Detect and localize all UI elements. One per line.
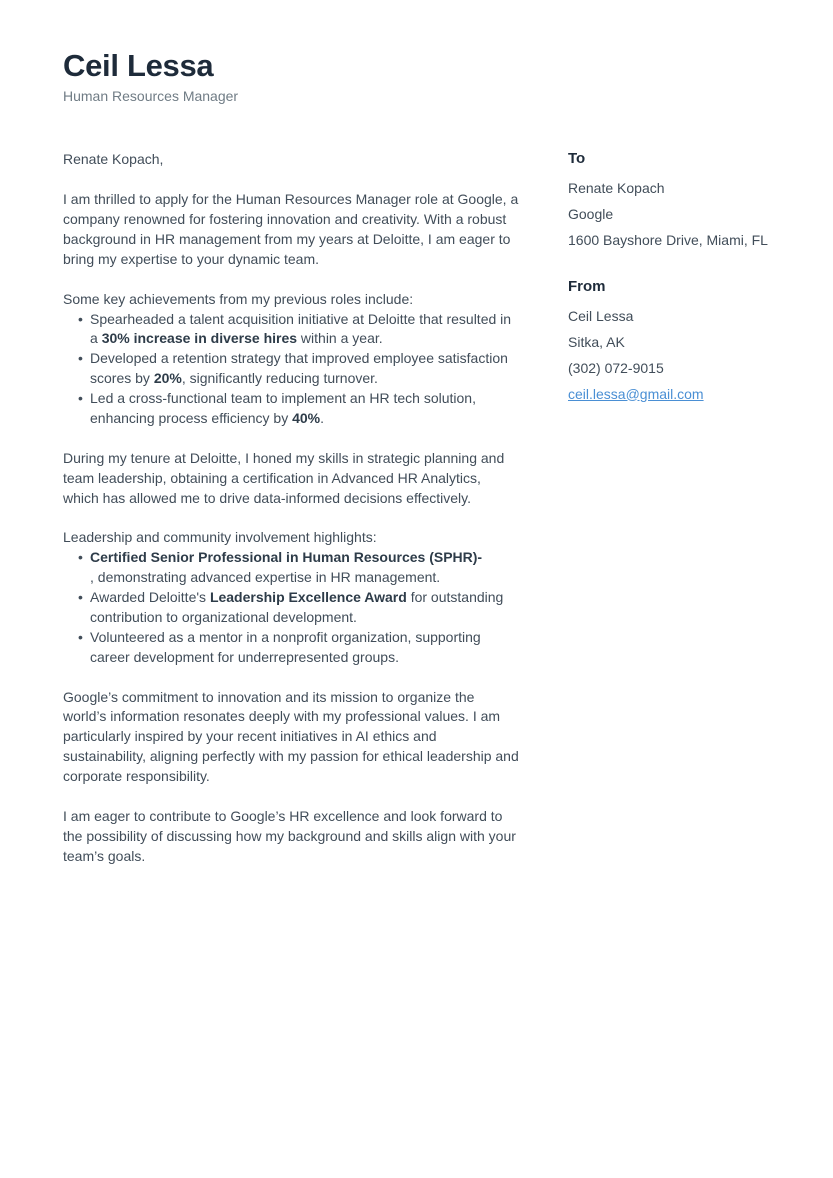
letter-bullet-item: [78, 349, 519, 389]
recipient-heading: To: [568, 150, 586, 168]
page-title: Ceil Lessa: [63, 48, 214, 83]
letter-text: Led a cross-functional team to implement an HR tech solution, enhancing process efficiency by: [90, 390, 476, 426]
letter-text-bold: Leadership Excellence Award: [209, 589, 407, 606]
content-columns: [63, 150, 770, 886]
letter-paragraph: [63, 290, 519, 310]
letter-text: During my tenure at Deloitte, I honed my skills in strategic planning and team leadership, obtaining a certification in Advanced HR Analytics, which has allowed me to drive data-informed decisions effectively.: [63, 449, 505, 506]
recipient-address: 1600 Bayshore Drive, Miami, FL: [568, 232, 768, 249]
letter-paragraph: [63, 449, 519, 509]
sender-phone: (302) 072-9015: [568, 359, 664, 376]
letter-text: , significantly reducing turnover.: [181, 370, 378, 387]
recipient-name: Renate Kopach: [568, 180, 665, 197]
job-title: Human Resources Manager: [63, 88, 239, 105]
doc-header: [63, 49, 770, 105]
letter-paragraph: [63, 190, 519, 270]
letter-text: Renate Kopach,: [63, 151, 164, 168]
letter-text-bold: 20%: [153, 370, 182, 387]
sender-email-link[interactable]: ceil.lessa@gmail.com: [568, 385, 704, 402]
letter-paragraph: [63, 688, 519, 787]
letter-text: .: [320, 409, 325, 426]
letter-paragraph: [63, 528, 519, 548]
letter-text: within a year.: [297, 330, 383, 347]
letter-bullet-item: [78, 628, 519, 668]
letter-text: Awarded Deloitte's: [90, 589, 210, 606]
letter-paragraph: [63, 150, 519, 170]
letter-text: for outstanding contribution to organizational development.: [90, 589, 504, 625]
letter-text-bold: 40%: [292, 409, 321, 426]
letter-bullet-item: [78, 548, 519, 588]
letter-text: , demonstrating advanced expertise in HR management.: [90, 569, 441, 586]
letter-bullet-item: [78, 310, 519, 350]
recipient-section: [568, 150, 768, 251]
letter-body: [63, 150, 519, 886]
letter-text: I am thrilled to apply for the Human Resources Manager role at Google, a company renowned for fostering innovation and creativity. With a robust background in HR management from my years at Deloitte, I am eager to bring my expertise to your dynamic team.: [63, 191, 519, 267]
letter-paragraph: [63, 807, 519, 867]
letter-text-bold: Certified Senior Professional in Human Resources (SPHR)-: [90, 549, 483, 566]
recipient-company: Google: [568, 206, 614, 223]
letter-text: Volunteered as a mentor in a nonprofit organization, supporting career development for underrepresented groups.: [90, 628, 481, 665]
contact-sidebar: [568, 150, 768, 410]
letter-text: Leadership and community involvement highlights:: [63, 529, 377, 546]
letter-text: Some key achievements from my previous roles include:: [63, 290, 414, 307]
sender-section: [568, 278, 768, 405]
sender-name: Ceil Lessa: [568, 307, 634, 324]
letter-bullet-list: [63, 548, 519, 667]
letter-bullet-item: [78, 389, 519, 429]
letter-text: Developed a retention strategy that improved employee satisfaction scores by: [90, 350, 508, 387]
letter-text: Spearheaded a talent acquisition initiative at Deloitte that resulted in a: [90, 310, 512, 347]
letter-bullet-item: [78, 588, 519, 628]
letter-text: Google’s commitment to innovation and its mission to organize the world’s information resonates deeply with my professional values. I am particularly inspired by your recent initiatives in AI ethics and sustainability, aligning perfectly with my passion for ethical leadership and corporate responsibility.: [63, 688, 519, 785]
letter-bullet-list: [63, 310, 519, 429]
letter-text-bold: 30% increase in diverse hires: [101, 330, 298, 347]
letter-text: I am eager to contribute to Google’s HR excellence and look forward to the possibility of discussing how my background and skills align with your team’s goals.: [63, 807, 516, 864]
sender-location: Sitka, AK: [568, 333, 625, 350]
sender-heading: From: [568, 277, 606, 295]
